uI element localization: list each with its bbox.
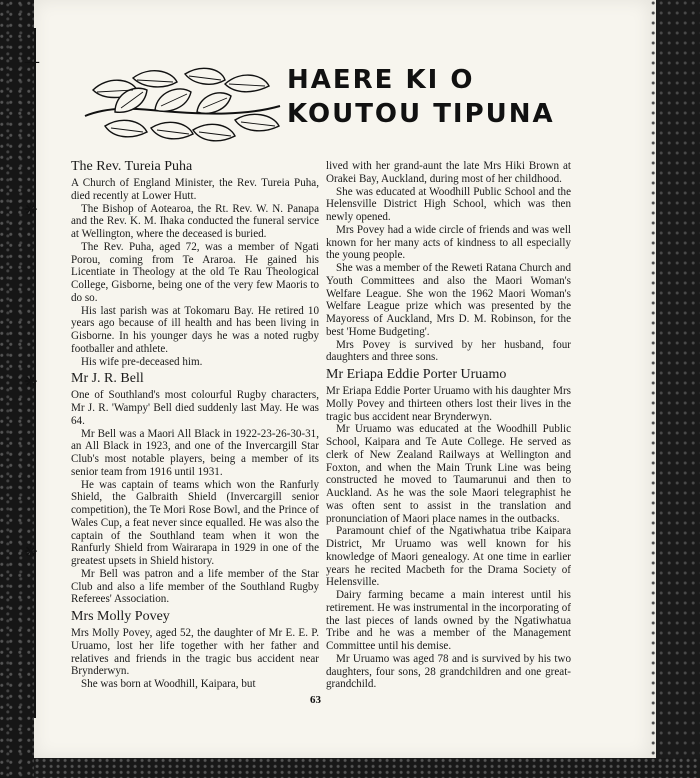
paragraph: The Bishop of Aotearoa, the Rt. Rev. W. N. Panapa and the Rev. K. M. Ihaka conducted the funeral service at Wellington, where the deceased is buried. [71,202,319,240]
page-title-line-1: HAERE KI O [287,65,475,95]
page-number: 63 [310,694,321,706]
paragraph: His wife pre-deceased him. [81,355,203,368]
bottom-background [0,758,700,778]
left-column [71,159,319,691]
obituary-name: Mr Eriapa Eddie Porter Uruamo [326,367,507,382]
paragraph: His last parish was at Tokomaru Bay. He retired 10 years ago because of ill health and has been living in Gisborne. In his younger days he was a noted rugby footballer and athlete. [71,304,319,355]
obituary-name: Mr J. R. Bell [71,371,144,387]
paragraph: Dairy farming became a main interest until his retirement. He was instrumental in the incorporating of the last pieces of lands owned by the Ngatiwhatua Tribe and he was a member of the Management Committee until his demise. [326,589,571,652]
binding-stitch-icon: ❋ [24,542,38,561]
paragraph: Paramount chief of the Ngatiwhatua tribe Kaipara District, Mr Uruamo was well known for his knowledge of Maori genealogy. At one time in earlier years he recited Macbeth for the Drama Society of Helensville. [326,525,571,589]
binding-stitch-icon: ❋ [24,372,38,391]
leaf-branch-icon [75,60,285,150]
paragraph: Mrs Povey is survived by her husband, four daughters and three sons. [326,338,571,364]
paragraph: lived with her grand-aunt the late Mrs Hiki Brown at Orakei Bay, Auckland, during most of her childhood. [326,160,571,185]
paragraph: Mr Bell was a Maori All Black in 1922-23-26-30-31, an All Black in 1923, and one of the Invercargill Star Club's most notable players, being a member of its senior team from 1916 until 1931. [71,427,319,478]
paragraph: One of Southland's most colourful Rugby characters, Mr J. R. 'Wampy' Bell died suddenly last May. He was 64. [71,389,319,427]
paragraph: Mr Bell was patron and a life member of the Star Club and also a life member of the Southland Rugby Referees' Association. [71,567,319,606]
page-title-line-2: KOUTOU TIPUNA [287,99,555,129]
paragraph: The Rev. Puha, aged 72, was a member of Ngati Porou, coming from Te Araroa. He gained his Licentiate in Theology at the old Te Rau Theological College, Gisborne, being one of the very few Maoris to do so. [71,240,319,304]
paragraph: A Church of England Minister, the Rev. Tureia Puha, died recently at Lower Hutt. [71,177,319,202]
paragraph: She was born at Woodhill, Kaipara, but [81,678,256,690]
paragraph: Mr Uruamo was educated at the Woodhill Public School, Kaipara and Te Aute College. He served as clerk of New Zealand Railways at Wellington and Foxton, and when the Main Trunk Line was being constructed he moved to Taumarunui and then to Auckland. As he was the sole Maori telegraphist he was often sent to assist in the translation and pronunciation of Maori place names in the outbacks. [326,423,571,525]
paragraph: She was a member of the Reweti Ratana Church and Youth Committees and also the Maori Woman's Welfare League. She won the 1962 Maori Woman's Welfare League prize which was presented by the Mayoress of Auckland, Mrs D. M. Robinson, for the best 'Home Budgeting'. [326,262,571,338]
obituary-name: Mrs Molly Povey [71,609,170,624]
obituary-name: The Rev. Tureia Puha [71,159,193,174]
paragraph: Mr Eriapa Eddie Porter Uruamo with his daughter Mrs Molly Povey and thirteen others lost their lives in the tragic bus accident near Brynderwyn. [326,385,571,423]
binding-stitch-icon: ❋ [24,200,38,219]
binding-stitch-icon: — [24,52,40,71]
paragraph: Mrs Molly Povey, aged 52, the daughter of Mr E. E. P. Uruamo, lost her life together with her father and relatives and friends in the tragic bus accident near Brynderwyn. [71,627,319,678]
paragraph: He was captain of teams which won the Ranfurly Shield, the Galbraith Shield (Invercargill senior competition), the Te Mori Rose Bowl, and the Prince of Wales Cup, a feat never since equalled. He was also the captain of the Southland team when it won the Ranfurly Shield from Wairarapa in 1929 in one of the greatest upsets in Shield history. [71,478,319,567]
page-edge-background [650,0,700,778]
paragraph: Mrs Povey had a wide circle of friends and was well known for her many acts of kindness to all especially the young people. [326,223,571,262]
paragraph: Mr Uruamo was aged 78 and is survived by his two daughters, four sons, 28 grandchildren and one great-grandchild. [326,652,571,691]
right-column [326,160,571,691]
paragraph: She was educated at Woodhill Public School and the Helensville District High School, which was then newly opened. [326,185,571,223]
